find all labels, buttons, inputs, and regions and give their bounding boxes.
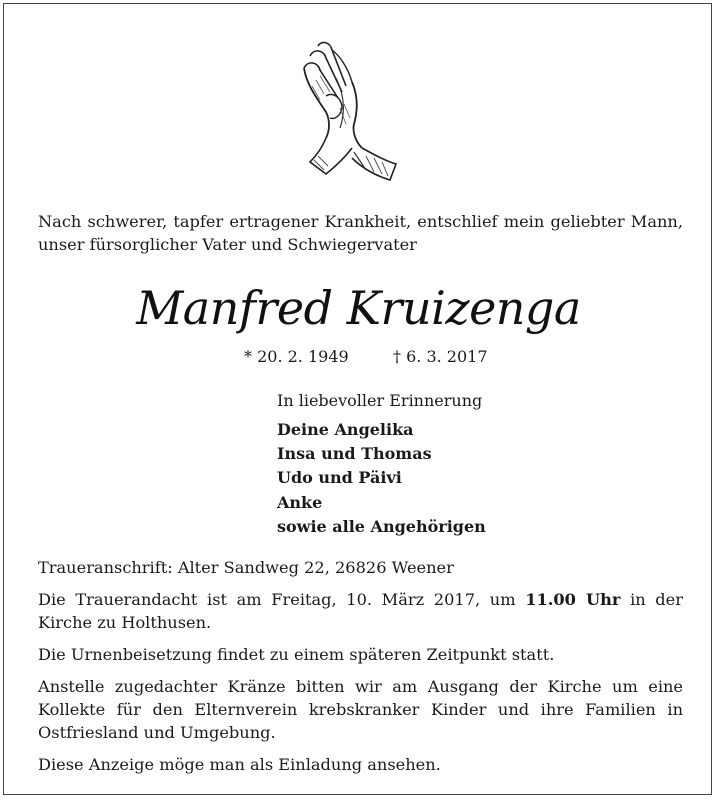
mourner-name: Anke (277, 492, 323, 512)
mourner-name: Udo und Päivi (277, 468, 402, 488)
donation-info: Anstelle zugedachter Kränze bitten wir am Ausgang der Kirche um eine Kollekte für den Elternverein krebskranker Kinder und ihre Familien in Ostfriesland und Umgebung. (38, 677, 683, 742)
death-date: † 6. 3. 2017 (393, 347, 488, 366)
service-info (38, 588, 683, 634)
service-text-before: Die Trauerandacht ist am Freitag, 10. März 2017, um (38, 590, 526, 609)
deceased-name: Manfred Kruizenga (136, 281, 581, 335)
info-section (38, 556, 683, 785)
memory-line: In liebevoller Erinnerung (277, 391, 483, 410)
service-time: 11.00 Uhr (525, 590, 621, 609)
praying-hands-icon (296, 34, 406, 184)
urn-info: Die Urnenbeisetzung findet zu einem späteren Zeitpunkt statt. (38, 645, 555, 664)
invitation-note: Diese Anzeige möge man als Einladung ansehen. (38, 755, 441, 774)
intro-text: Nach schwerer, tapfer ertragener Krankheit, entschlief mein geliebter Mann, unser fürsorglicher Vater und Schwiegervater (38, 212, 683, 254)
mourning-address: Traueranschrift: Alter Sandweg 22, 26826 Weener (38, 558, 454, 577)
service-text-after: in der Kirche zu Holthusen. (38, 590, 683, 632)
mourner-name: Deine Angelika (277, 420, 414, 439)
birth-date: * 20. 2. 1949 (244, 347, 349, 366)
mourners-list (277, 418, 486, 539)
mourner-name: sowie alle Angehörigen (277, 516, 486, 536)
mourner-name: Insa und Thomas (277, 444, 432, 464)
